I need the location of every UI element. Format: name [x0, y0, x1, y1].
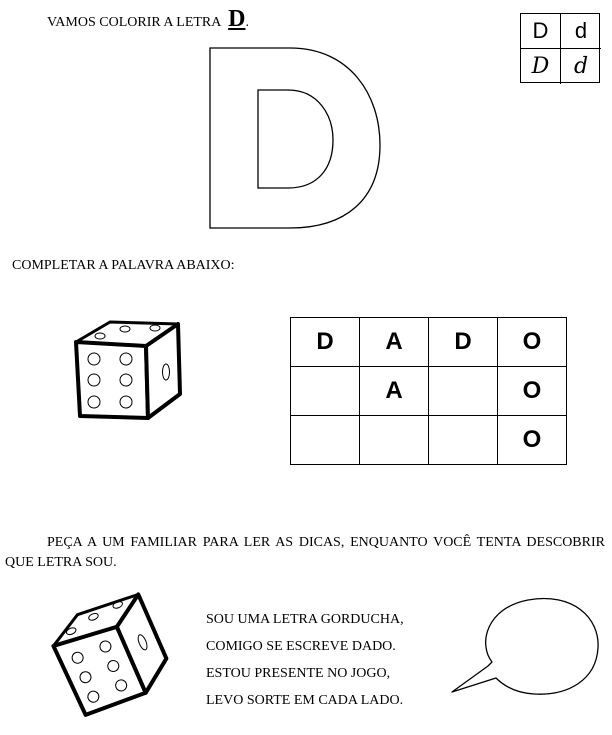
grid-cell[interactable]: A: [360, 367, 429, 416]
grid-cell[interactable]: [429, 416, 498, 465]
lowercase-cursive-letter: d: [573, 54, 589, 79]
poem-line: COMIGO SE ESCREVE DADO.: [206, 639, 396, 654]
coloring-letter-outline: [200, 40, 390, 240]
grid-cell[interactable]: [429, 367, 498, 416]
title-letter: D: [228, 6, 246, 32]
word-completion-grid: [290, 317, 567, 465]
grid-cell[interactable]: A: [360, 318, 429, 367]
grid-cell[interactable]: O: [498, 318, 567, 367]
dice-illustration-tilted: [42, 592, 177, 724]
grid-cell[interactable]: D: [291, 318, 360, 367]
grid-cell[interactable]: D: [429, 318, 498, 367]
exercise-instruction: COMPLETAR A PALAVRA ABAIXO:: [12, 258, 235, 273]
grid-cell[interactable]: [291, 367, 360, 416]
grid-cell[interactable]: [291, 416, 360, 465]
grid-cell[interactable]: O: [498, 416, 567, 465]
riddle-intro: PEÇA A UM FAMILIAR PARA LER AS DICAS, ENQUANTO VOCÊ TENTA DESCOBRIR QUE LETRA SOU.: [5, 535, 605, 570]
riddle-poem: [206, 606, 404, 714]
speech-bubble[interactable]: [448, 592, 608, 704]
poem-line: ESTOU PRESENTE NO JOGO,: [206, 666, 391, 681]
lowercase-print-letter: d: [561, 14, 601, 49]
letter-reference-box: [520, 13, 600, 83]
poem-line: LEVO SORTE EM CADA LADO.: [206, 693, 404, 708]
title-period: .: [245, 15, 249, 30]
dice-illustration: [70, 316, 185, 424]
grid-row: [291, 416, 567, 465]
title-instruction: VAMOS COLORIR A LETRA: [47, 15, 221, 30]
uppercase-print-letter: D: [521, 14, 561, 49]
grid-cell[interactable]: [360, 416, 429, 465]
grid-cell[interactable]: O: [498, 367, 567, 416]
grid-row: [291, 367, 567, 416]
page-title: [47, 6, 249, 33]
grid-row: [291, 318, 567, 367]
uppercase-cursive-letter: D: [521, 49, 561, 84]
poem-line: SOU UMA LETRA GORDUCHA,: [206, 612, 404, 627]
